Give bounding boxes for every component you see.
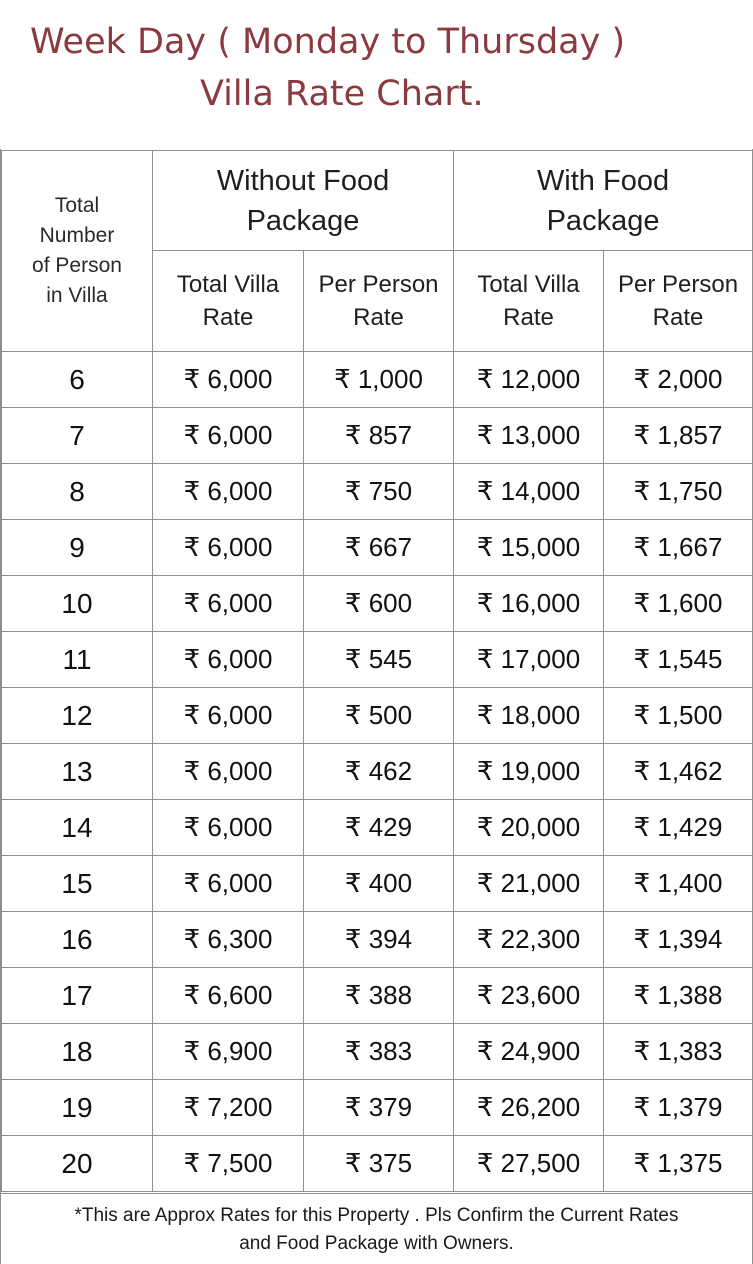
cell-persons: 14 bbox=[2, 800, 153, 856]
cell-with-food-total: ₹ 12,000 bbox=[454, 352, 604, 408]
header-without-food-line: Package bbox=[246, 204, 360, 237]
cell-without-food-per-person: ₹ 462 bbox=[304, 744, 454, 800]
header-sub-line: Per Person bbox=[617, 271, 739, 298]
cell-persons: 12 bbox=[2, 688, 153, 744]
header-person-line: in Villa bbox=[46, 284, 108, 307]
cell-persons: 8 bbox=[2, 464, 153, 520]
cell-persons: 19 bbox=[2, 1080, 153, 1136]
cell-persons: 9 bbox=[2, 520, 153, 576]
cell-without-food-per-person: ₹ 429 bbox=[304, 800, 454, 856]
header-sub-line: Rate bbox=[202, 304, 254, 331]
table-row bbox=[2, 408, 753, 464]
cell-persons: 20 bbox=[2, 1136, 153, 1192]
cell-without-food-total: ₹ 6,000 bbox=[153, 632, 304, 688]
table-row bbox=[2, 1024, 753, 1080]
cell-without-food-total: ₹ 6,000 bbox=[153, 688, 304, 744]
header-sub-line: Rate bbox=[503, 304, 554, 331]
header-with-food-line: With Food bbox=[536, 164, 670, 197]
table-row bbox=[2, 1080, 753, 1136]
disclaimer-line-2: and Food Package with Owners. bbox=[239, 1233, 514, 1254]
cell-without-food-per-person: ₹ 394 bbox=[304, 912, 454, 968]
cell-without-food-per-person: ₹ 600 bbox=[304, 576, 454, 632]
cell-without-food-per-person: ₹ 750 bbox=[304, 464, 454, 520]
cell-with-food-total: ₹ 20,000 bbox=[454, 800, 604, 856]
header-sub-line: Total Villa bbox=[477, 271, 580, 298]
header-sub-line: Per Person bbox=[318, 271, 439, 298]
cell-without-food-per-person: ₹ 500 bbox=[304, 688, 454, 744]
header-person-line: of Person bbox=[32, 254, 122, 277]
table-row bbox=[2, 856, 753, 912]
cell-without-food-total: ₹ 6,000 bbox=[153, 800, 304, 856]
header-with-food-per-person-rate bbox=[604, 251, 753, 352]
cell-without-food-per-person: ₹ 1,000 bbox=[304, 352, 454, 408]
cell-with-food-per-person: ₹ 1,388 bbox=[604, 968, 753, 1024]
cell-persons: 10 bbox=[2, 576, 153, 632]
header-with-food bbox=[454, 151, 753, 251]
disclaimer-note bbox=[0, 1193, 753, 1264]
cell-with-food-per-person: ₹ 2,000 bbox=[604, 352, 753, 408]
cell-without-food-per-person: ₹ 667 bbox=[304, 520, 454, 576]
cell-with-food-per-person: ₹ 1,857 bbox=[604, 408, 753, 464]
table-row bbox=[2, 352, 753, 408]
cell-with-food-per-person: ₹ 1,429 bbox=[604, 800, 753, 856]
cell-without-food-total: ₹ 6,000 bbox=[153, 408, 304, 464]
cell-without-food-total: ₹ 7,500 bbox=[153, 1136, 304, 1192]
cell-without-food-total: ₹ 6,000 bbox=[153, 744, 304, 800]
cell-without-food-total: ₹ 6,000 bbox=[153, 464, 304, 520]
table-row bbox=[2, 800, 753, 856]
cell-with-food-per-person: ₹ 1,667 bbox=[604, 520, 753, 576]
header-without-food bbox=[153, 151, 454, 251]
cell-persons: 11 bbox=[2, 632, 153, 688]
cell-without-food-per-person: ₹ 400 bbox=[304, 856, 454, 912]
cell-with-food-per-person: ₹ 1,750 bbox=[604, 464, 753, 520]
rate-table bbox=[1, 150, 753, 1192]
header-without-food-per-person-rate bbox=[304, 251, 454, 352]
rate-table-header bbox=[2, 151, 753, 352]
header-sub-line: Rate bbox=[652, 304, 704, 331]
cell-without-food-per-person: ₹ 375 bbox=[304, 1136, 454, 1192]
cell-with-food-per-person: ₹ 1,379 bbox=[604, 1080, 753, 1136]
cell-persons: 16 bbox=[2, 912, 153, 968]
cell-persons: 18 bbox=[2, 1024, 153, 1080]
cell-persons: 7 bbox=[2, 408, 153, 464]
cell-with-food-total: ₹ 21,000 bbox=[454, 856, 604, 912]
cell-with-food-per-person: ₹ 1,394 bbox=[604, 912, 753, 968]
cell-without-food-total: ₹ 6,600 bbox=[153, 968, 304, 1024]
cell-with-food-total: ₹ 13,000 bbox=[454, 408, 604, 464]
table-row bbox=[2, 464, 753, 520]
table-row bbox=[2, 912, 753, 968]
cell-persons: 17 bbox=[2, 968, 153, 1024]
table-row bbox=[2, 520, 753, 576]
cell-without-food-total: ₹ 6,000 bbox=[153, 352, 304, 408]
header-person-count bbox=[2, 151, 153, 352]
cell-without-food-total: ₹ 6,000 bbox=[153, 856, 304, 912]
header-with-food-line: Package bbox=[546, 204, 660, 237]
cell-without-food-per-person: ₹ 383 bbox=[304, 1024, 454, 1080]
cell-with-food-per-person: ₹ 1,383 bbox=[604, 1024, 753, 1080]
title-line-2: Villa Rate Chart. bbox=[200, 74, 484, 114]
cell-without-food-per-person: ₹ 388 bbox=[304, 968, 454, 1024]
cell-with-food-total: ₹ 18,000 bbox=[454, 688, 604, 744]
cell-without-food-total: ₹ 6,000 bbox=[153, 520, 304, 576]
cell-with-food-per-person: ₹ 1,375 bbox=[604, 1136, 753, 1192]
cell-with-food-total: ₹ 27,500 bbox=[454, 1136, 604, 1192]
cell-with-food-total: ₹ 17,000 bbox=[454, 632, 604, 688]
cell-without-food-per-person: ₹ 857 bbox=[304, 408, 454, 464]
header-person-line: Number bbox=[39, 224, 115, 247]
table-row bbox=[2, 576, 753, 632]
cell-with-food-total: ₹ 15,000 bbox=[454, 520, 604, 576]
cell-with-food-per-person: ₹ 1,500 bbox=[604, 688, 753, 744]
rate-table-body bbox=[2, 352, 753, 1192]
cell-with-food-total: ₹ 23,600 bbox=[454, 968, 604, 1024]
cell-with-food-total: ₹ 22,300 bbox=[454, 912, 604, 968]
title-line-1: Week Day ( Monday to Thursday ) bbox=[30, 22, 626, 62]
page-title bbox=[0, 0, 753, 150]
table-row bbox=[2, 744, 753, 800]
table-row bbox=[2, 1136, 753, 1192]
header-with-food-total-villa-rate bbox=[454, 251, 604, 352]
cell-without-food-total: ₹ 6,300 bbox=[153, 912, 304, 968]
cell-with-food-per-person: ₹ 1,600 bbox=[604, 576, 753, 632]
cell-with-food-per-person: ₹ 1,545 bbox=[604, 632, 753, 688]
cell-without-food-per-person: ₹ 545 bbox=[304, 632, 454, 688]
header-person-line: Total bbox=[54, 194, 100, 217]
header-without-food-line: Without Food bbox=[216, 164, 390, 197]
cell-with-food-total: ₹ 26,200 bbox=[454, 1080, 604, 1136]
table-row bbox=[2, 632, 753, 688]
cell-with-food-total: ₹ 24,900 bbox=[454, 1024, 604, 1080]
disclaimer-line-1: *This are Approx Rates for this Property . Pls Confirm the Current Rates bbox=[74, 1205, 679, 1226]
cell-persons: 6 bbox=[2, 352, 153, 408]
cell-with-food-total: ₹ 19,000 bbox=[454, 744, 604, 800]
cell-with-food-per-person: ₹ 1,400 bbox=[604, 856, 753, 912]
header-sub-line: Rate bbox=[353, 304, 404, 331]
cell-with-food-total: ₹ 14,000 bbox=[454, 464, 604, 520]
cell-without-food-total: ₹ 7,200 bbox=[153, 1080, 304, 1136]
cell-without-food-total: ₹ 6,000 bbox=[153, 576, 304, 632]
cell-with-food-total: ₹ 16,000 bbox=[454, 576, 604, 632]
table-row bbox=[2, 968, 753, 1024]
header-sub-line: Total Villa bbox=[176, 271, 280, 298]
cell-without-food-per-person: ₹ 379 bbox=[304, 1080, 454, 1136]
cell-persons: 15 bbox=[2, 856, 153, 912]
cell-without-food-total: ₹ 6,900 bbox=[153, 1024, 304, 1080]
header-without-food-total-villa-rate bbox=[153, 251, 304, 352]
table-row bbox=[2, 688, 753, 744]
cell-with-food-per-person: ₹ 1,462 bbox=[604, 744, 753, 800]
cell-persons: 13 bbox=[2, 744, 153, 800]
